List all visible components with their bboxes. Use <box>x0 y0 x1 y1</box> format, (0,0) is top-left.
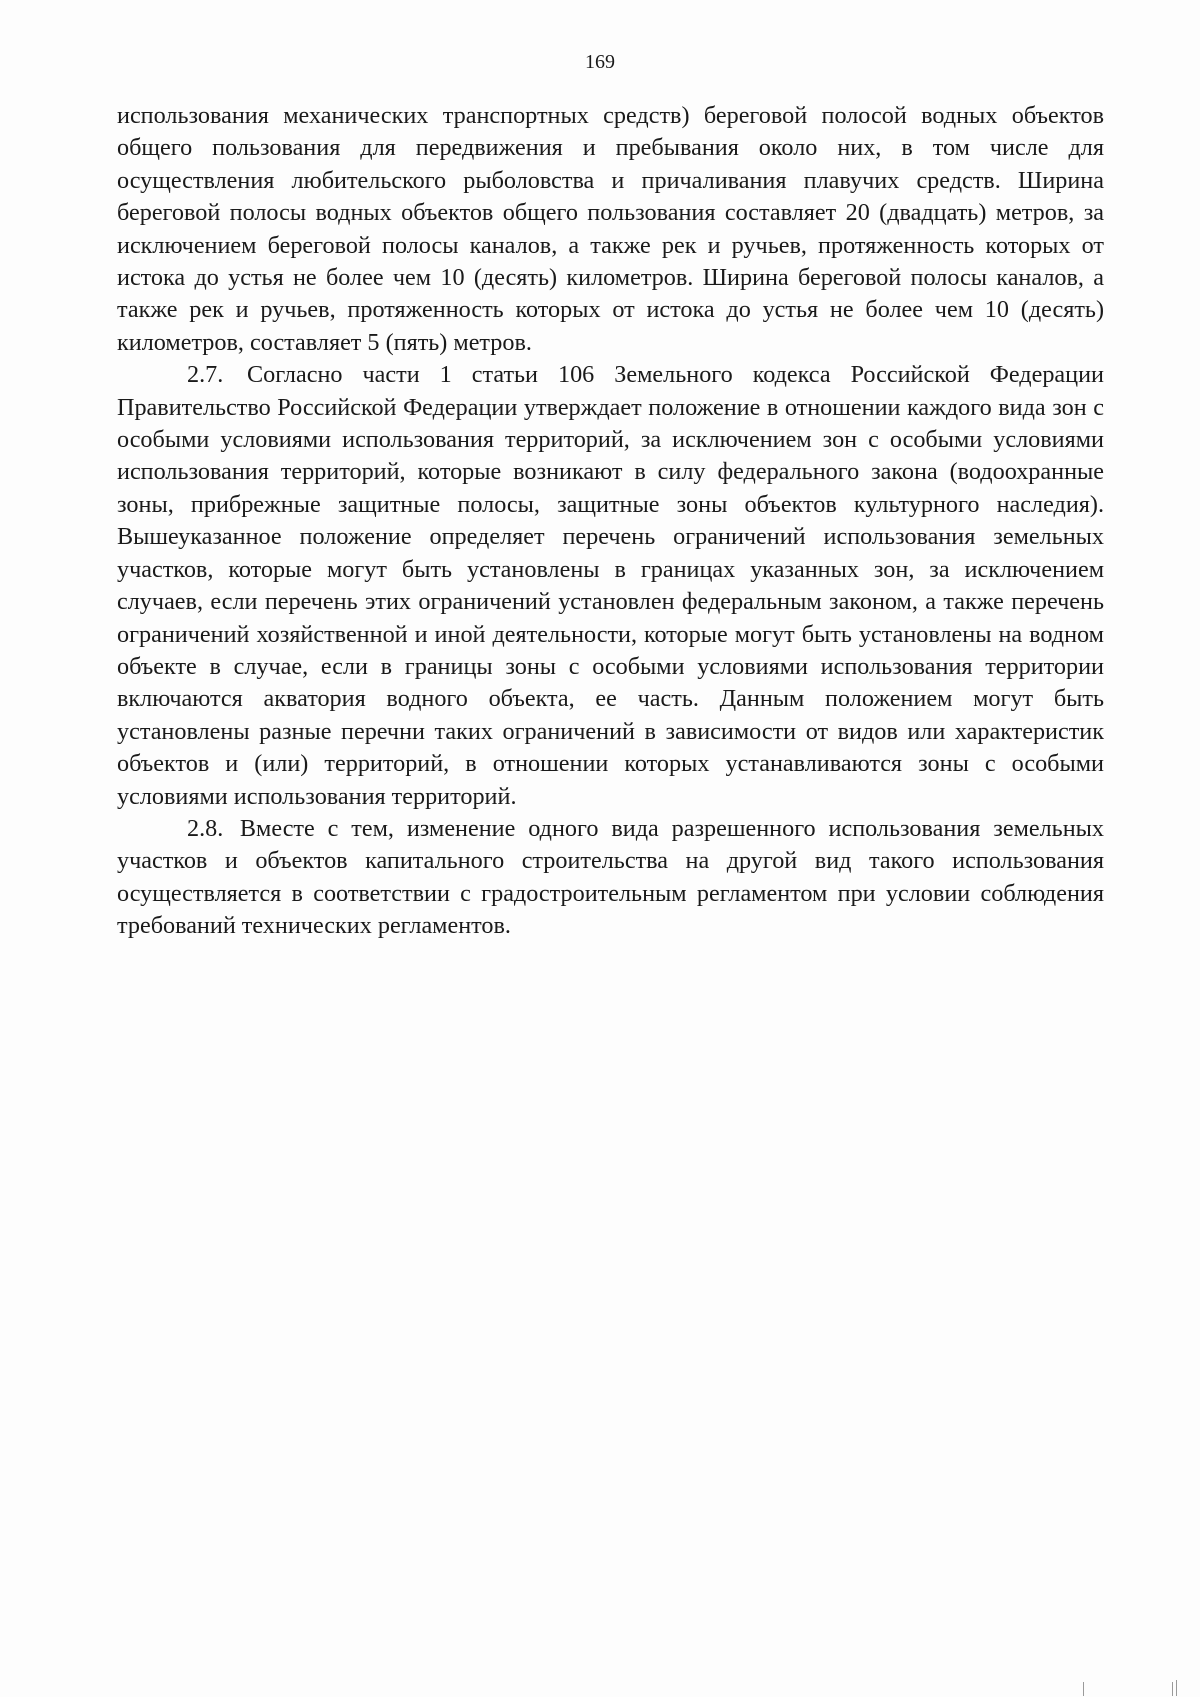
paragraph-2-7 <box>117 359 1104 813</box>
scan-artifact-mark <box>1176 1680 1177 1696</box>
paragraph-text: Вместе с тем, изменение одного вида разрешенного использования земельных участков и объектов капитального строительства на другой вид такого использования осуществляется в соответствии с градостроительным регламентом при условии соблюдения требований технических регламентов. <box>117 814 1105 940</box>
page-number: 169 <box>585 51 615 73</box>
paragraph-text: использования механических транспортных средств) береговой полосой водных объектов общего пользования для передвижения и пребывания около них, в том числе для осуществления любительского рыболовства и причаливания плавучих средств. Ширина береговой полосы водных объектов общего пользования составляет 20 (двадцать) метров, за исключением береговой полосы каналов, а также рек и ручьев, протяженность которых от истока до устья не более чем 10 (десять) километров. Ширина береговой полосы каналов, а также рек и ручьев, протяженность которых от истока до устья не более чем 10 (десять) километров, составляет 5 (пять) метров. <box>117 102 1104 356</box>
paragraph-continuation <box>117 100 1104 359</box>
paragraph-number: 2.7. <box>187 361 224 389</box>
scan-artifact-mark <box>1172 1682 1173 1696</box>
paragraph-2-8 <box>117 813 1104 943</box>
paragraph-number: 2.8. <box>187 814 224 842</box>
paragraph-text: Согласно части 1 статьи 106 Земельного кодекса Российской Федерации Правительство Российской Федерации утверждает положение в отношении каждого вида зон с особыми условиями использования территорий, за исключением зон с особыми условиями использования территорий, которые возникают в силу федерального закона (водоохранные зоны, прибрежные защитные полосы, защитные зоны объектов культурного наследия). Вышеуказанное положение определяет перечень ограничений использования земельных участков, которые могут быть установлены в границах указанных зон, за исключением случаев, если перечень этих ограничений установлен федеральным законом, а также перечень ограничений хозяйственной и иной деятельности, которые могут быть установлены на водном объекте в случае, если в границы зоны с особыми условиями использования территории включаются акватория водного объекта, ее часть. Данным положением могут быть установлены разные перечни таких ограничений в зависимости от видов или характеристик объектов и (или) территорий, в отношении которых устанавливаются зоны с особыми условиями использования территорий. <box>117 361 1105 810</box>
scan-artifact-mark <box>1083 1682 1084 1696</box>
body-text <box>117 100 1104 943</box>
